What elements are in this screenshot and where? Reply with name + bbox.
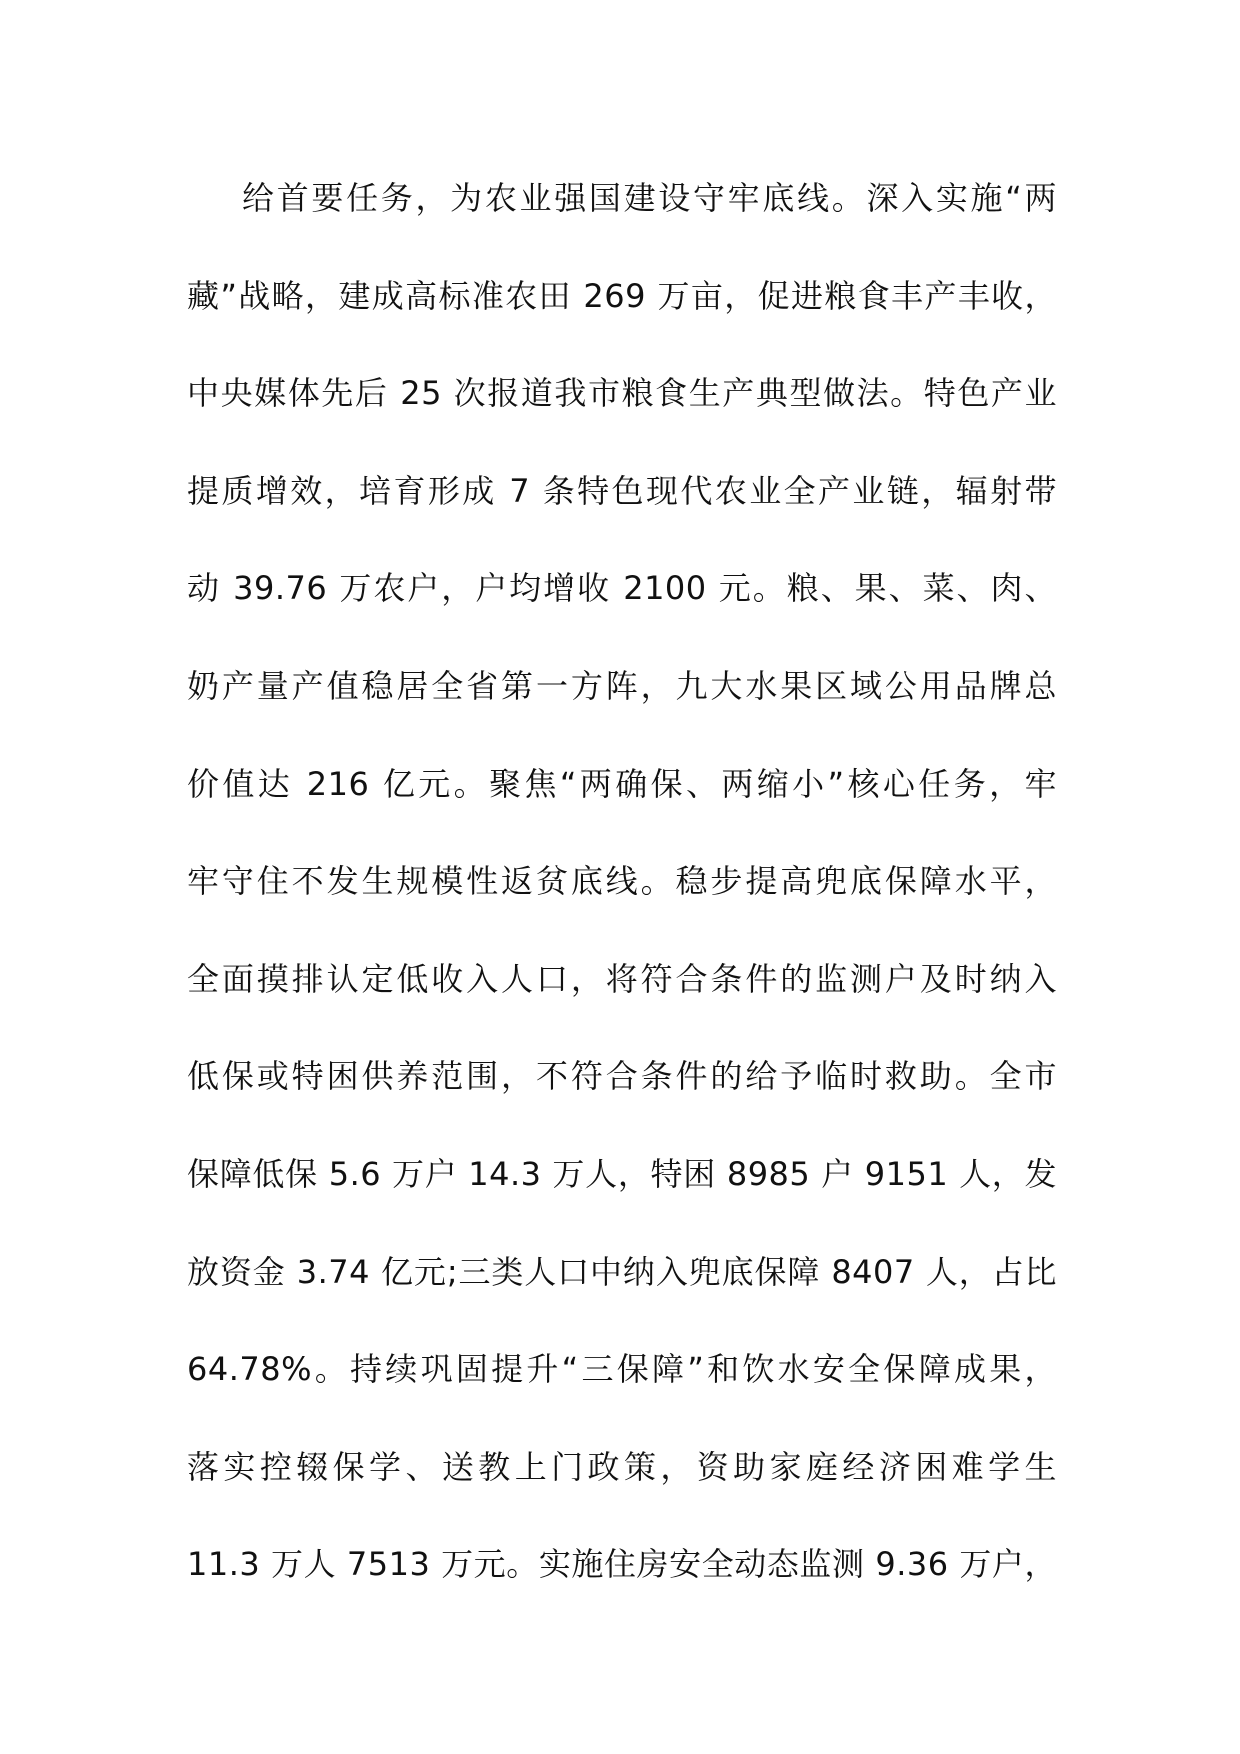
text-line: 低保或特困供养范围，不符合条件的给予临时救助。全市 [187,1057,1057,1096]
text-line: 放资金 3.74 亿元;三类人口中纳入兜底保障 8407 人，占比 [187,1252,1057,1291]
text-line: 价值达 216 亿元。聚焦“两确保、两缩小”核心任务，牢 [187,764,1057,803]
text-line: 落实控辍保学、送教上门政策，资助家庭经济困难学生 [187,1447,1057,1486]
text-line: 64.78%。持续巩固提升“三保障”和饮水安全保障成果， [187,1350,1057,1389]
text-line: 牢守住不发生规模性返贫底线。稳步提高兜底保障水平， [187,862,1057,901]
text-line: 奶产量产值稳居全省第一方阵，九大水果区域公用品牌总 [187,666,1057,705]
text-line: 给首要任务，为农业强国建设守牢底线。深入实施“两 [242,179,1057,217]
text-line: 全面摸排认定低收入人口，将符合条件的监测户及时纳入 [187,959,1057,998]
text-line: 提质增效，培育形成 7 条特色现代农业全产业链，辐射带 [187,471,1057,510]
text-line: 11.3 万人 7513 万元。实施住房安全动态监测 9.36 万户， [187,1545,1057,1584]
text-line: 保障低保 5.6 万户 14.3 万人，特困 8985 户 9151 人，发 [187,1154,1057,1193]
body-paragraph [187,168,1057,1632]
text-line: 中央媒体先后 25 次报道我市粮食生产典型做法。特色产业 [187,374,1057,413]
text-line: 动 39.76 万农户，户均增收 2100 元。粮、果、菜、肉、 [187,569,1057,608]
text-line: 藏”战略，建成高标准农田 269 万亩，促进粮食丰产丰收， [187,276,1057,315]
